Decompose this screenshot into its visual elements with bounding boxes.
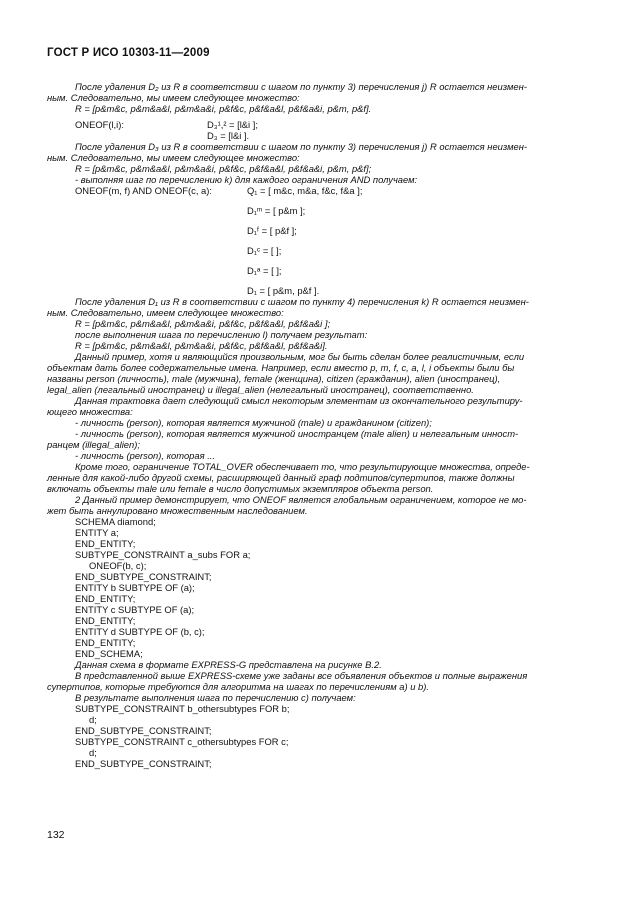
formula-value: D₁ᶠ = [ p&f ]; [247,225,297,236]
formula-row [47,245,587,256]
code-line: ENTITY a; [75,527,119,538]
page-number: 132 [47,829,65,841]
text-line: В представленной выше EXPRESS-схеме уже заданы все объявления объектов и полные выражения [75,670,528,681]
text-line: 2 Данный пример демонстрирует, что ONEOF является глобальным ограничением, которое не мо- [75,494,527,505]
formula-line: R = [p&m&c, p&m&a&l, p&m&a&i, p&f&c, p&f&a&l, p&f&a&i, p&m, p&f]. [75,103,372,114]
text-line: ленные для какой-либо другой схемы, расширяющей данный граф подтипов/супертипов, также должны [47,472,515,483]
page-body [47,81,587,769]
code-line: END_ENTITY; [75,615,136,626]
formula-row [47,265,587,276]
text-line: ным. Следовательно, имеем следующее множество: [47,307,284,318]
formula-value: D₁ = [ p&m, p&f ]. [247,285,320,296]
formula-value: D₃¹,² = [l&i ]; [207,119,258,130]
page-header: ГОСТ Р ИСО 10303-11—2009 [47,47,210,59]
formula-label: ONEOF(m, f) AND ONEOF(c, a): [75,185,212,196]
code-line: END_SUBTYPE_CONSTRAINT; [75,758,212,769]
text-line: жет быть аннулировано множественным наследованием. [47,505,308,516]
text-line: legal_alien (легальный иностранец) и illegal_alien (нелегальный иностранец), соответственно. [47,384,474,395]
code-line: d; [89,747,97,758]
code-line: ENTITY c SUBTYPE OF (a); [75,604,195,615]
formula-row [47,225,587,236]
code-line: SUBTYPE_CONSTRAINT a_subs FOR a; [75,549,251,560]
formula-row [47,130,587,141]
code-line: SUBTYPE_CONSTRAINT c_othersubtypes FOR c; [75,736,289,747]
formula-value: D₁ᵐ = [ p&m ]; [247,205,306,216]
code-line: END_ENTITY; [75,593,136,604]
text-line: после выполнения шага по перечислению l) получаем результат: [75,329,368,340]
code-line: ENTITY d SUBTYPE OF (b, c); [75,626,205,637]
text-line: В результате выполнения шага по перечислению c) получаем: [75,692,356,703]
text-line: включать объекты male или female в число допустимых экземпляров объекта person. [47,483,434,494]
text-line: ным. Следовательно, мы имеем следующее множество: [47,152,300,163]
code-line: ONEOF(b, c); [89,560,147,571]
list-item: - личность (person), которая ... [75,450,216,461]
text-line: После удаления D₃ из R в соответствии с шагом по пункту 3) перечисления j) R остается неизмен- [75,141,528,152]
text-line: ющего множества: [47,406,133,417]
code-line: SCHEMA diamond; [75,516,156,527]
formula-line: R = [p&m&c, p&m&a&l, p&m&a&i, p&f&c, p&f&a&l, p&f&a&i, p&m, p&f]; [75,163,372,174]
text-line: названы person (личность), male (мужчина), female (женщина), citizen (гражданин), alien (иностранец), [47,373,501,384]
formula-line: R = [p&m&c, p&m&a&l, p&m&a&i, p&f&c, p&f&a&l, p&f&a&i]. [75,340,328,351]
code-line: END_SCHEMA; [75,648,143,659]
code-line: END_SUBTYPE_CONSTRAINT; [75,725,212,736]
text-line: объектам дать более содержательные имена. Например, если вместо p, m, f, c, a, l, i объекты были бы [47,362,515,373]
text-line: ным. Следовательно, мы имеем следующее множество: [47,92,300,103]
text-line: супертипов, которые требуются для алгоритма на шагах по перечислениям a) и b). [47,681,429,692]
code-line: ENTITY b SUBTYPE OF (a); [75,582,195,593]
formula-row [47,119,587,130]
code-line: END_ENTITY; [75,538,136,549]
list-item: - личность (person), которая является мужчиной иностранцем (male alien) и нелегальным инност- [75,428,519,439]
code-line: SUBTYPE_CONSTRAINT b_othersubtypes FOR b; [75,703,290,714]
text-line: Данная схема в формате EXPRESS-G представлена на рисунке B.2. [75,659,382,670]
text-line: После удаления D₁ из R в соответствии с шагом по пункту 4) перечисления k) R остается неизмен- [75,296,529,307]
formula-value: D₁ᵃ = [ ]; [247,265,282,276]
formula-label: ONEOF(l,i): [75,119,124,130]
text-line: Кроме того, ограничение TOTAL_OVER обеспечивает то, что результирующие множества, опреде- [75,461,530,472]
code-line: END_SUBTYPE_CONSTRAINT; [75,571,212,582]
formula-value: D₃ = [l&i ]. [207,130,250,141]
text-line: Данный пример, хотя и являющийся произвольным, мог бы быть сделан более реалистичным, если [75,351,525,362]
list-item: - личность (person), которая является мужчиной (male) и гражданином (citizen); [75,417,432,428]
text-line: Данная трактовка дает следующий смысл некоторым элементам из окончательного результиру- [75,395,523,406]
formula-value: Q₁ = [ m&c, m&a, f&c, f&a ]; [247,185,363,196]
code-line: d; [89,714,97,725]
formula-value: D₁ᶜ = [ ]; [247,245,282,256]
text-line: После удаления D₂ из R в соответствии с шагом по пункту 3) перечисления j) R остается неизмен- [75,81,527,92]
formula-row [47,205,587,216]
formula-row [47,285,587,296]
text-line: - выполняя шаг по перечислению k) для каждого ограничения AND получаем: [75,174,418,185]
code-line: END_ENTITY; [75,637,136,648]
formula-line: R = [p&m&c, p&m&a&l, p&m&a&i, p&f&c, p&f&a&l, p&f&a&i ]; [75,318,331,329]
formula-row [47,185,587,196]
text-line: ранцем (illegal_alien); [47,439,140,450]
